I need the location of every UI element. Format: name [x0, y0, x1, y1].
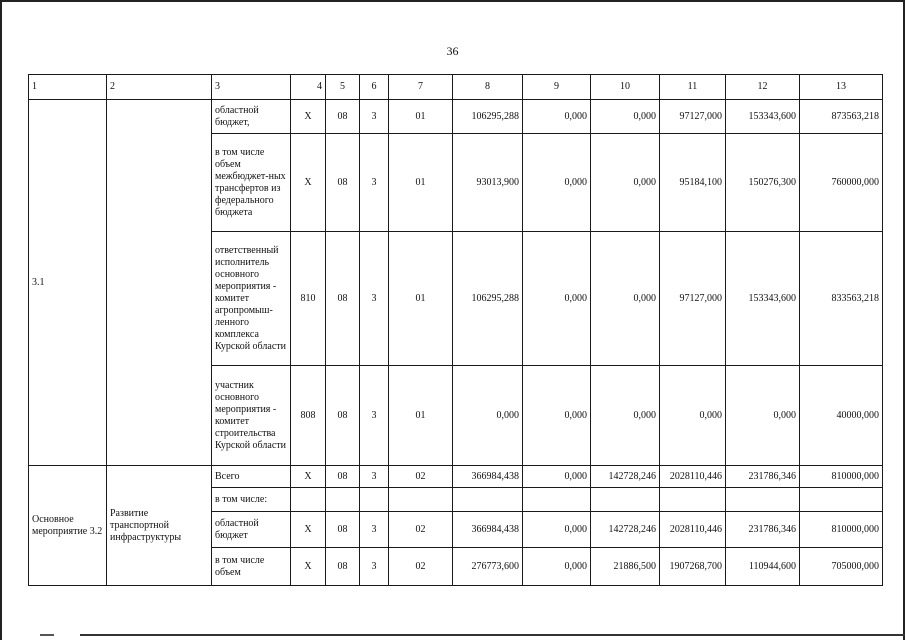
cell-c12: 153343,600	[726, 100, 800, 134]
row-label: в том числе:	[212, 488, 291, 512]
row-label: участник основного мероприятия - комитет строительства Курской области	[212, 366, 291, 466]
header-cell: 1	[29, 75, 107, 100]
header-cell: 11	[660, 75, 726, 100]
cell-c9: 0,000	[523, 512, 591, 548]
row-label: областной бюджет,	[212, 100, 291, 134]
budget-table	[28, 74, 883, 586]
cell-c9: 0,000	[523, 100, 591, 134]
table-row	[29, 466, 883, 488]
cell-c5: 08	[326, 466, 360, 488]
cell-c4: X	[291, 512, 326, 548]
cell-c6: 3	[360, 512, 389, 548]
empty-cell	[326, 488, 360, 512]
cell-c10: 0,000	[591, 100, 660, 134]
empty-cell	[291, 488, 326, 512]
header-cell: 6	[360, 75, 389, 100]
cell-c13: 705000,000	[800, 548, 883, 586]
header-cell: 9	[523, 75, 591, 100]
cell-c10: 142728,246	[591, 512, 660, 548]
cell-c10: 142728,246	[591, 466, 660, 488]
empty-cell	[800, 488, 883, 512]
cell-c11: 0,000	[660, 366, 726, 466]
cell-c7: 01	[389, 134, 453, 232]
header-cell: 2	[107, 75, 212, 100]
cell-c9: 0,000	[523, 548, 591, 586]
cell-c4: X	[291, 100, 326, 134]
row-label: в том числе объем межбюджет-ных трансфертов из федерального бюджета	[212, 134, 291, 232]
cell-c7: 02	[389, 548, 453, 586]
header-cell: 7	[389, 75, 453, 100]
cell-c11: 97127,000	[660, 232, 726, 366]
cell-c7: 01	[389, 366, 453, 466]
cell-c9: 0,000	[523, 232, 591, 366]
cell-c4: X	[291, 466, 326, 488]
cell-c11: 2028110,446	[660, 466, 726, 488]
page-border-mark	[40, 634, 54, 636]
empty-cell	[726, 488, 800, 512]
cell-c4: 808	[291, 366, 326, 466]
cell-c5: 08	[326, 366, 360, 466]
header-cell: 3	[212, 75, 291, 100]
header-cell: 8	[453, 75, 523, 100]
row-label: ответственный исполнитель основного мероприятия - комитет агропромыш-ленного комплекса Курской области	[212, 232, 291, 366]
cell-c12: 150276,300	[726, 134, 800, 232]
header-cell: 4	[291, 75, 326, 100]
cell-c12: 231786,346	[726, 466, 800, 488]
section-number: 3.1	[29, 100, 107, 466]
column-number-row	[29, 75, 883, 100]
cell-c10: 0,000	[591, 232, 660, 366]
activity-title: Развитие транспортной инфраструктуры	[107, 466, 212, 586]
activity-name: Основное мероприятие 3.2	[29, 466, 107, 586]
cell-c4: X	[291, 134, 326, 232]
header-cell: 10	[591, 75, 660, 100]
page-border-bottom	[80, 634, 905, 636]
empty-cell	[360, 488, 389, 512]
cell-c11: 95184,100	[660, 134, 726, 232]
table-row	[29, 100, 883, 134]
cell-c13: 810000,000	[800, 466, 883, 488]
header-cell: 12	[726, 75, 800, 100]
cell-c7: 02	[389, 512, 453, 548]
empty-cell	[660, 488, 726, 512]
cell-c11: 2028110,446	[660, 512, 726, 548]
cell-c13: 810000,000	[800, 512, 883, 548]
cell-c8: 276773,600	[453, 548, 523, 586]
header-cell: 13	[800, 75, 883, 100]
cell-c9: 0,000	[523, 134, 591, 232]
empty-cell	[389, 488, 453, 512]
row-label: в том числе объем	[212, 548, 291, 586]
cell-c9: 0,000	[523, 466, 591, 488]
cell-c12: 110944,600	[726, 548, 800, 586]
cell-c11: 97127,000	[660, 100, 726, 134]
cell-c10: 21886,500	[591, 548, 660, 586]
cell-c7: 01	[389, 232, 453, 366]
cell-c11: 1907268,700	[660, 548, 726, 586]
cell-c6: 3	[360, 366, 389, 466]
cell-c7: 02	[389, 466, 453, 488]
cell-c5: 08	[326, 548, 360, 586]
cell-c6: 3	[360, 232, 389, 366]
cell-c13: 873563,218	[800, 100, 883, 134]
cell-c5: 08	[326, 232, 360, 366]
cell-c8: 93013,900	[453, 134, 523, 232]
cell-c6: 3	[360, 100, 389, 134]
cell-c8: 106295,288	[453, 100, 523, 134]
cell-c9: 0,000	[523, 366, 591, 466]
cell-c5: 08	[326, 100, 360, 134]
cell-c8: 366984,438	[453, 466, 523, 488]
cell-c4: 810	[291, 232, 326, 366]
empty-cell	[591, 488, 660, 512]
cell-c13: 40000,000	[800, 366, 883, 466]
cell-c4: X	[291, 548, 326, 586]
header-cell: 5	[326, 75, 360, 100]
cell-c6: 3	[360, 548, 389, 586]
cell-c12: 0,000	[726, 366, 800, 466]
cell-c5: 08	[326, 134, 360, 232]
cell-c8: 106295,288	[453, 232, 523, 366]
cell-c7: 01	[389, 100, 453, 134]
cell-c13: 833563,218	[800, 232, 883, 366]
cell-c8: 366984,438	[453, 512, 523, 548]
cell-c10: 0,000	[591, 134, 660, 232]
empty-cell	[453, 488, 523, 512]
empty-cell	[107, 100, 212, 466]
cell-c10: 0,000	[591, 366, 660, 466]
cell-c12: 231786,346	[726, 512, 800, 548]
empty-cell	[523, 488, 591, 512]
cell-c8: 0,000	[453, 366, 523, 466]
cell-c6: 3	[360, 466, 389, 488]
page-number: 36	[446, 44, 459, 58]
row-label: областной бюджет	[212, 512, 291, 548]
cell-c12: 153343,600	[726, 232, 800, 366]
cell-c6: 3	[360, 134, 389, 232]
page-border-left	[0, 0, 2, 640]
cell-c13: 760000,000	[800, 134, 883, 232]
page-border-top	[0, 0, 905, 2]
row-label: Всего	[212, 466, 291, 488]
cell-c5: 08	[326, 512, 360, 548]
